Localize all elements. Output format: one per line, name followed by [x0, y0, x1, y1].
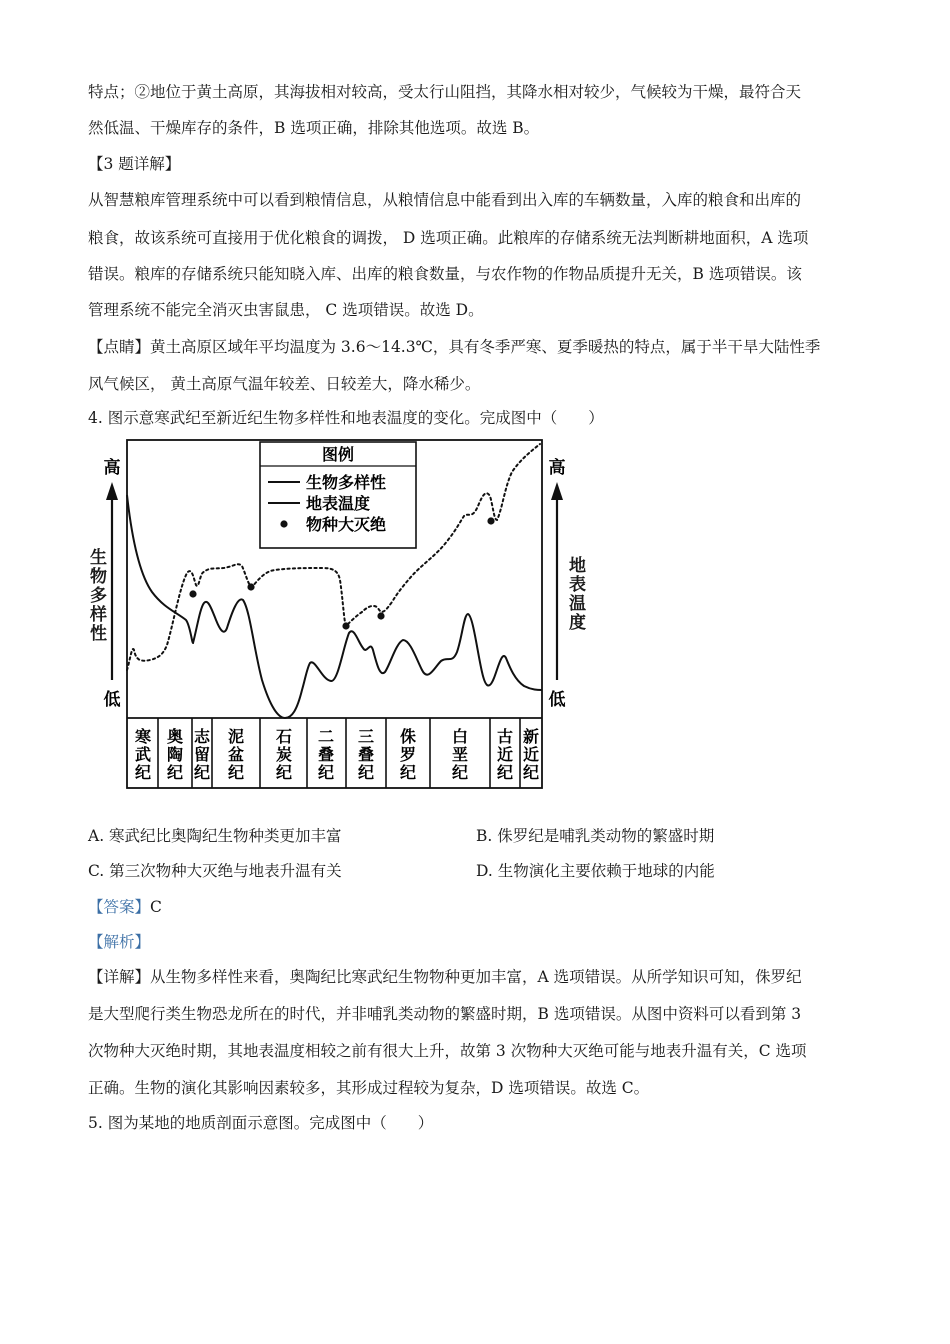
answer-value: C — [150, 898, 162, 916]
extinction-point-1 — [189, 590, 196, 597]
period-label-ordovician: 奥陶纪 — [166, 727, 184, 782]
legend-label-temperature: 地表温度 — [306, 494, 371, 513]
right-low-label: 低 — [548, 690, 566, 710]
answer-label: 【答案】 — [88, 898, 151, 916]
detail-line-1: 【详解】从生物多样性来看，奥陶纪比寒武纪生物物种更加丰富，A 选项错误。从所学知识可知，侏罗纪 — [88, 968, 802, 986]
extinction-point-3 — [342, 622, 349, 629]
period-label-triassic: 三叠纪 — [357, 727, 375, 782]
question-4-stem: 4. 图示意寒武纪至新近纪生物多样性和地表温度的变化。完成图中（ ） — [88, 409, 604, 427]
right-high-label: 高 — [548, 458, 566, 478]
legend-swatch-extinction — [280, 520, 287, 527]
analysis-label: 【解析】 — [88, 933, 151, 951]
option-a: A. 寒武纪比奥陶纪生物种类更加丰富 — [88, 827, 342, 845]
left-high-label: 高 — [103, 458, 121, 478]
option-c: C. 第三次物种大灭绝与地表升温有关 — [88, 862, 342, 880]
period-label-carboniferous: 石炭纪 — [275, 727, 293, 782]
period-label-paleogene: 古近纪 — [496, 727, 514, 782]
legend-label-extinction: 物种大灭绝 — [306, 515, 387, 534]
detail-line-3: 次物种大灭绝时期，其地表温度相较之前有很大上升，故第 3 次物种大灭绝可能与地表升温有关，C 选项 — [88, 1042, 807, 1060]
question-5-stem: 5. 图为某地的地质剖面示意图。完成图中（ ） — [88, 1114, 434, 1132]
tip-line-2: 风气候区， 黄土高原气温年较差、日较差大，降水稀少。 — [88, 375, 481, 393]
left-low-label: 低 — [103, 690, 121, 710]
detail-line-4: 正确。生物的演化其影响因素较多，其形成过程较为复杂，D 选项错误。故选 C。 — [88, 1079, 650, 1097]
period-label-permian: 二叠纪 — [317, 727, 335, 782]
biodiversity-temperature-chart — [0, 430, 950, 800]
left-axis-label: 生物多样性 — [86, 548, 106, 643]
extinction-point-4 — [377, 612, 384, 619]
text-line-1: 特点；②地位于黄土高原，其海拔相对较高，受太行山阻挡，其降水相对较少，气候较为干燥，最符合天 — [88, 83, 802, 101]
option-b: B. 侏罗纪是哺乳类动物的繁盛时期 — [476, 827, 715, 845]
text-line-4: 粮食，故该系统可直接用于优化粮食的调拨， D 选项正确。此粮库的存储系统无法判断耕地面积，A 选项 — [88, 229, 809, 247]
period-label-devonian: 泥盆纪 — [227, 727, 245, 782]
legend-title: 图例 — [321, 445, 355, 464]
detail-line-2: 是大型爬行类生物恐龙所在的时代，并非哺乳类动物的繁盛时期，B 选项错误。从图中资料可以看到第 3 — [88, 1005, 802, 1023]
right-axis-arrowhead — [551, 482, 563, 500]
period-label-neogene: 新近纪 — [522, 727, 540, 782]
extinction-point-2 — [247, 583, 254, 590]
period-label-silurian: 志留纪 — [193, 727, 211, 782]
period-label-cretaceous: 白垩纪 — [451, 727, 469, 782]
text-line-3: 从智慧粮库管理系统中可以看到粮情信息，从粮情信息中能看到出入库的车辆数量，入库的粮食和出库的 — [88, 191, 802, 209]
text-line-6: 管理系统不能完全消灭虫害鼠患， C 选项错误。故选 D。 — [88, 301, 484, 319]
option-d: D. 生物演化主要依赖于地球的内能 — [476, 862, 715, 880]
answer-line — [88, 897, 162, 917]
period-label-jurassic: 侏罗纪 — [399, 727, 417, 782]
left-axis-arrowhead — [106, 482, 118, 500]
text-line-2: 然低温、干燥库存的条件，B 选项正确，排除其他选项。故选 B。 — [88, 119, 540, 137]
legend-label-biodiversity: 生物多样性 — [306, 473, 387, 492]
text-line-5: 错误。粮库的存储系统只能知晓入库、出库的粮食数量，与农作物的作物品质提升无关，B 选项错误。该 — [88, 265, 802, 283]
right-axis-label: 地表温度 — [565, 556, 585, 632]
period-label-cambrian: 寒武纪 — [134, 727, 152, 782]
tip-line-1: 【点睛】黄土高原区域年平均温度为 3.6～14.3℃，具有冬季严寒、夏季暖热的特点，属于半干旱大陆性季 — [88, 338, 821, 356]
section-heading-q3: 【3 题详解】 — [88, 155, 181, 173]
extinction-point-5 — [487, 517, 494, 524]
